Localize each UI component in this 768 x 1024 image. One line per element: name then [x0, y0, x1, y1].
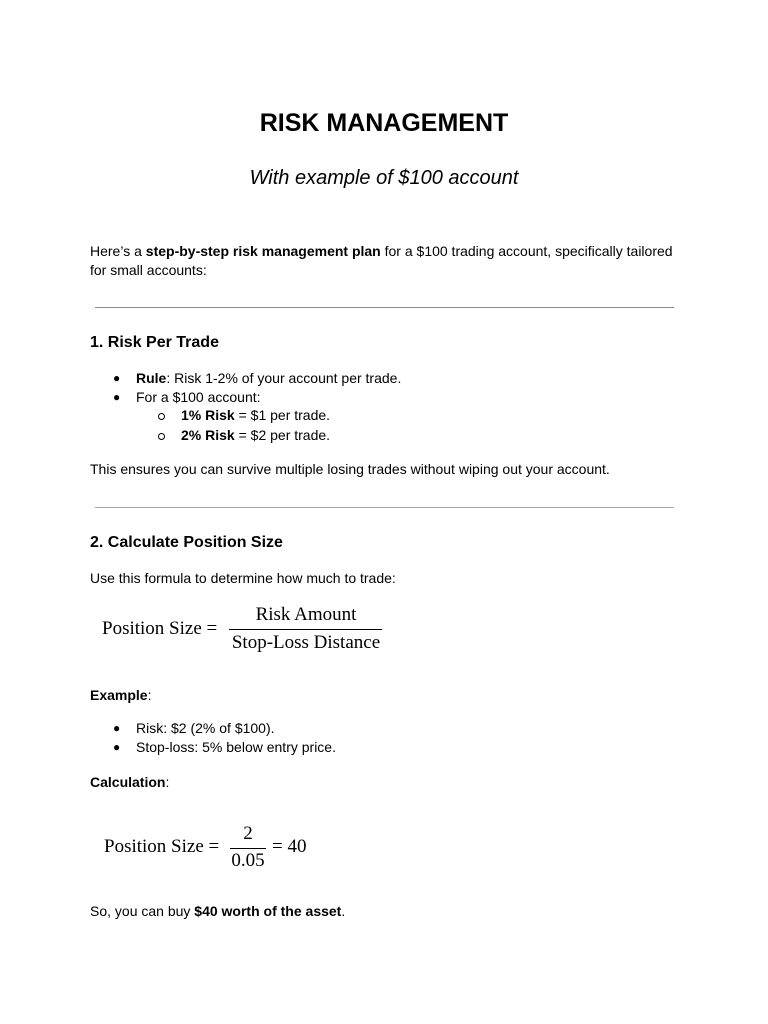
example-item: Stop-loss: 5% below entry price.: [136, 739, 336, 755]
sub-bullet-circle: [158, 433, 165, 440]
calculation-colon: :: [165, 774, 170, 790]
intro-text-bold: step-by-step risk management plan: [145, 243, 381, 259]
formula-intro: Use this formula to determine how much to trade:: [90, 570, 396, 586]
section-divider: [95, 507, 674, 508]
example-colon: :: [147, 687, 152, 703]
bullet-dot: ●: [113, 390, 121, 404]
intro-text-pre: Here’s a: [90, 243, 146, 259]
page-subtitle: With example of $100 account: [249, 167, 519, 189]
formula-lhs: Position Size =: [102, 618, 218, 639]
bullet-dot: ●: [113, 721, 121, 735]
conclusion-bold: $40 worth of the asset: [194, 903, 342, 919]
intro-text-line2: for small accounts:: [90, 262, 207, 278]
sub2-text: = $2 per trade.: [234, 427, 331, 443]
example-label: Example: [90, 687, 148, 703]
conclusion-paragraph: [90, 902, 690, 921]
bullet-rule-text: : Risk 1-2% of your account per trade.: [166, 370, 402, 386]
bullet-rule-bold: Rule: [136, 370, 167, 386]
example-label-line: [90, 686, 690, 705]
conclusion-post: .: [341, 903, 346, 919]
calculation-label-line: [90, 773, 690, 792]
formula-fraction-bar: [229, 629, 382, 630]
formula-denominator: Stop-Loss Distance: [231, 632, 381, 653]
example-item: Risk: $2 (2% of $100).: [136, 720, 275, 736]
conclusion-pre: So, you can buy: [90, 903, 195, 919]
intro-text-post: for a $100 trading account, specifically tailored: [380, 243, 673, 259]
page-title: RISK MANAGEMENT: [259, 109, 509, 137]
sub1-text: = $1 per trade.: [234, 407, 331, 423]
sub-bullet-circle: [158, 413, 165, 420]
bullet-for-account: For a $100 account:: [136, 389, 261, 405]
calc-lhs: Position Size =: [104, 836, 220, 857]
section1-note: This ensures you can survive multiple losing trades without wiping out your account.: [90, 461, 610, 477]
sub-bullet-2pct: [181, 426, 330, 445]
calc-numerator: 2: [243, 823, 253, 844]
section-divider: [95, 307, 674, 308]
bullet-dot: ●: [113, 740, 121, 754]
section1-heading: 1. Risk Per Trade: [90, 334, 219, 351]
intro-paragraph: [90, 242, 690, 280]
sub2-bold: 2% Risk: [181, 427, 235, 443]
sub-bullet-1pct: [181, 406, 330, 425]
bullet-dot: ●: [113, 371, 121, 385]
formula-numerator: Risk Amount: [255, 604, 357, 625]
bullet-rule: [136, 369, 401, 388]
calculation-label: Calculation: [90, 774, 166, 790]
section2-heading: 2. Calculate Position Size: [90, 534, 283, 551]
calc-denominator: 0.05: [231, 850, 265, 871]
sub1-bold: 1% Risk: [181, 407, 235, 423]
calc-rhs: = 40: [272, 836, 307, 857]
